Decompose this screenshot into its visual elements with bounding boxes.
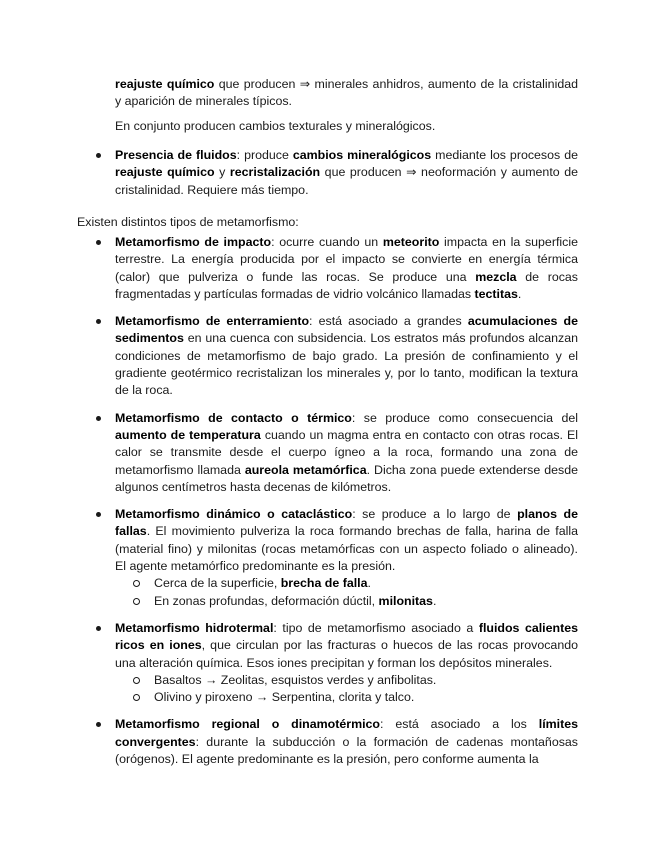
bold-term: Metamorfismo dinámico o cataclástico	[115, 507, 353, 522]
bold-term: Metamorfismo de contacto o térmico	[115, 410, 352, 425]
list-item-fluids	[115, 147, 578, 199]
bold-term: reajuste químico	[115, 165, 215, 180]
sub-list-item	[115, 672, 578, 689]
text-run: de rocas fragmentadas y partículas formadas de vidrio volcánico llamadas	[115, 269, 578, 301]
list-item-dinamico	[115, 506, 578, 610]
continuation-paragraph	[115, 76, 578, 111]
text-run: .	[432, 593, 437, 608]
fluids-list	[115, 147, 578, 199]
text-run: cuando un magma entra en contacto con otras rocas. El calor se transmite desde el cuerpo ígneo a la roca, formando una zona de metamorfismo llamada	[115, 427, 579, 477]
summary-paragraph: En conjunto producen cambios texturales y mineralógicos.	[115, 118, 436, 133]
text-run: .	[517, 286, 522, 301]
bold-term: fluidos calientes ricos en iones	[115, 620, 578, 653]
bold-term: reajuste químico	[115, 77, 215, 91]
text-run: En zonas profundas, deformación dúctil,	[154, 593, 379, 608]
bold-term: tectitas	[474, 286, 518, 301]
bold-term: recristalización	[229, 165, 321, 180]
bold-term: mezcla	[475, 269, 517, 284]
sub-list-item	[115, 575, 578, 592]
text-run: que producen ⇒ neoformación y aumento de cristalinidad. Requiere más tiempo.	[115, 165, 578, 197]
bold-term: milonitas	[378, 593, 433, 608]
bold-term: aureola metamórfica	[244, 462, 367, 477]
list-item-enterramiento	[115, 313, 578, 399]
text-run: Olivino y piroxeno → Serpentina, clorita y talco.	[154, 690, 415, 705]
text-run: : se produce a lo largo de	[352, 507, 518, 522]
bold-term: Metamorfismo hidrotermal	[115, 620, 274, 635]
bold-term: Metamorfismo de enterramiento	[115, 314, 310, 329]
text-run: : tipo de metamorfismo asociado a	[273, 620, 479, 635]
text-run: : produce	[236, 148, 293, 162]
continuation-block	[115, 76, 578, 135]
text-run: .	[367, 576, 371, 591]
text-run: , que circulan por las fracturas o huecos de las rocas provocando una alteración química. Esos iones precipitan y forman los depósitos minerales.	[115, 638, 578, 670]
bold-term: cambios mineralógicos	[292, 148, 432, 162]
text-run: mediante los procesos de	[431, 148, 578, 162]
text-run: impacta en la superficie terrestre. La energía producida por el impacto se convierte en energía térmica (calor) que pulveriza o funde las rocas. Se produce una	[115, 235, 578, 284]
text-run: Cerca de la superficie,	[154, 576, 281, 591]
bold-term: brecha de falla	[280, 576, 368, 591]
sub-list	[115, 575, 578, 610]
text-run: . El movimiento pulveriza la roca formando brechas de falla, harina de falla (material fino) y milonitas (rocas metamórficas con un aspecto foliado o alineado). El agente metamórfico predominante es la presión.	[115, 524, 578, 574]
bold-term: Metamorfismo de impacto	[115, 235, 272, 249]
sub-list	[115, 672, 578, 707]
bold-term: aumento de temperatura	[115, 427, 261, 442]
intro-text: Existen distintos tipos de metamorfismo:	[77, 215, 299, 229]
text-run: : está asociado a los	[380, 717, 539, 732]
text-run: : durante la subducción o la formación de cadenas montañosas (orógenos). El agente predominante es la presión, pero conforme aumenta la	[115, 734, 578, 767]
list-item-contacto	[115, 410, 578, 496]
text-run: . Dicha zona puede extenderse desde algunos centímetros hasta decenas de kilómetros.	[115, 462, 579, 494]
list-item-impacto	[115, 234, 578, 303]
metamorphism-types-list	[115, 234, 578, 768]
text-run: : ocurre cuando un	[271, 235, 383, 249]
bold-term: planos de fallas	[115, 507, 578, 539]
text-run: y	[214, 165, 230, 180]
bold-term: Metamorfismo regional o dinamotérmico	[115, 717, 380, 732]
text-run: : está asociado a grandes	[309, 314, 468, 329]
list-item-regional	[115, 716, 578, 768]
sub-list-item	[115, 593, 578, 610]
sub-list-item	[115, 689, 578, 706]
bold-term: límites convergentes	[115, 717, 579, 749]
bold-term: acumulaciones de sedimentos	[115, 314, 578, 346]
list-item-hidrotermal	[115, 620, 578, 706]
bold-term: meteorito	[382, 235, 440, 249]
text-run: en una cuenca con subsidencia. Los estratos más profundos alcanzan condiciones de metamorfismo de bajo grado. La presión de confinamiento y el gradiente geotérmico recristalizan los minerales y, por lo tanto, modifican la textura de la roca.	[115, 331, 578, 398]
text-run: que producen ⇒ minerales anhidros, aumento de la cristalinidad y aparición de minerales típicos.	[115, 77, 578, 109]
text-run: : se produce como consecuencia del	[351, 410, 578, 425]
text-run: Basaltos → Zeolitas, esquistos verdes y anfibolitas.	[154, 672, 437, 687]
bold-term: Presencia de fluidos	[115, 148, 237, 162]
